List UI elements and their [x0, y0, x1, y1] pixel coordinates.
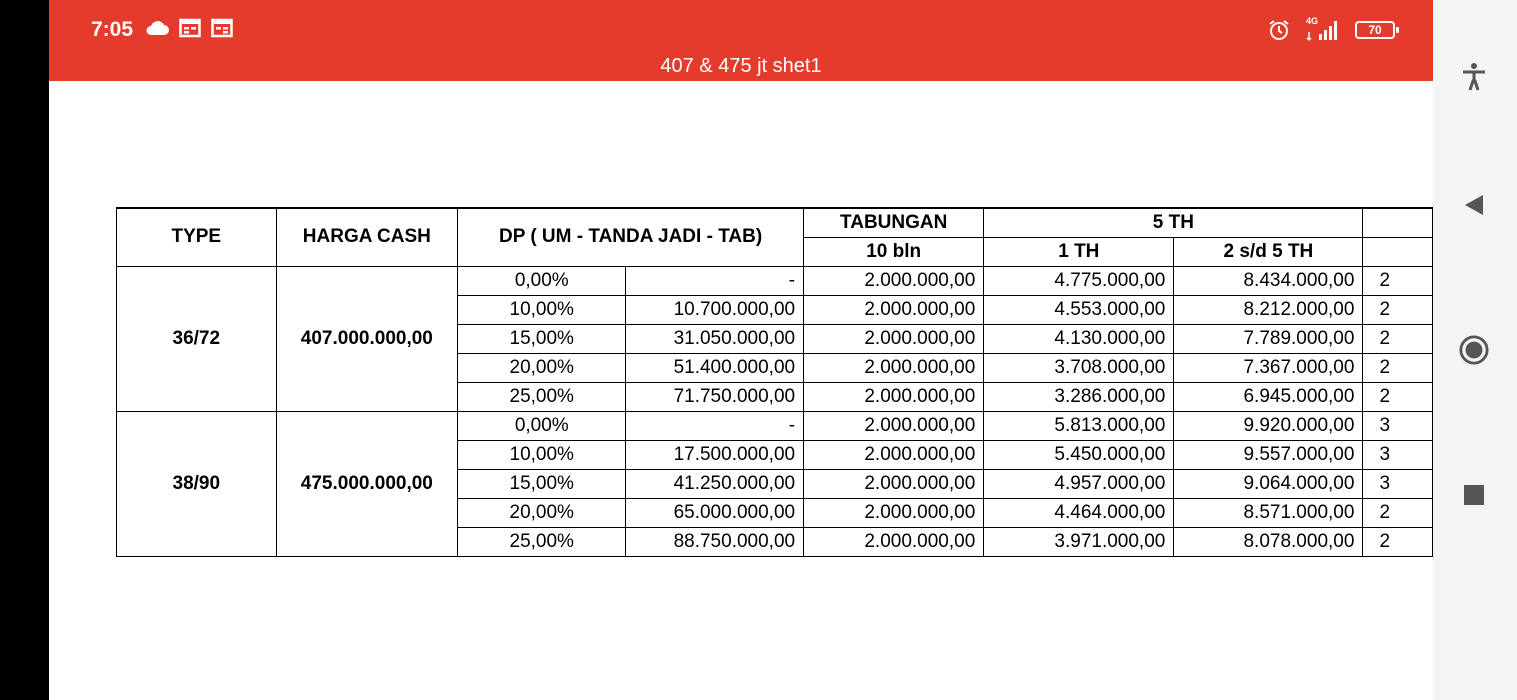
th2-5-cell: 9.557.000,00 [1174, 440, 1363, 469]
dp-amount-cell: 10.700.000,00 [626, 295, 804, 324]
cut-off-cell: 2 [1363, 353, 1433, 382]
th2-5-cell: 7.367.000,00 [1174, 353, 1363, 382]
th1-cell: 5.450.000,00 [984, 440, 1174, 469]
spreadsheet-table [116, 207, 1433, 557]
status-left-icons [145, 18, 233, 38]
tabungan-cell: 2.000.000,00 [804, 382, 984, 411]
th2-5-cell: 8.571.000,00 [1174, 498, 1363, 527]
th1-cell: 4.130.000,00 [984, 324, 1174, 353]
cut-off-cell: 2 [1363, 382, 1433, 411]
back-icon [1463, 193, 1485, 217]
document-viewport[interactable] [49, 81, 1433, 700]
tabungan-cell: 2.000.000,00 [804, 324, 984, 353]
harga-cash-cell: 475.000.000,00 [276, 411, 458, 556]
header-tabungan: TABUNGAN [804, 208, 984, 237]
table-row [117, 411, 1433, 440]
th2-5-cell: 7.789.000,00 [1174, 324, 1363, 353]
th2-5-cell: 9.920.000,00 [1174, 411, 1363, 440]
alarm-icon [1267, 18, 1291, 42]
accessibility-button[interactable] [1459, 62, 1489, 92]
status-time: 7:05 [91, 18, 134, 41]
back-button[interactable] [1459, 190, 1489, 220]
dp-pct-cell: 25,00% [458, 382, 626, 411]
th1-cell: 3.286.000,00 [984, 382, 1174, 411]
dp-amount-cell: 17.500.000,00 [626, 440, 804, 469]
calendar-icon [179, 18, 201, 38]
header-dp: DP ( UM - TANDA JADI - TAB) [458, 208, 804, 266]
th2-5-cell: 9.064.000,00 [1174, 469, 1363, 498]
signal-icon [1305, 18, 1341, 42]
cut-off-cell: 3 [1363, 440, 1433, 469]
dp-pct-cell: 25,00% [458, 527, 626, 556]
dp-amount-cell: - [626, 266, 804, 295]
tabungan-cell: 2.000.000,00 [804, 440, 984, 469]
header-cut-cell [1363, 208, 1433, 237]
dp-pct-cell: 20,00% [458, 498, 626, 527]
document-title: 407 & 475 jt shet1 [660, 55, 822, 77]
th1-cell: 3.708.000,00 [984, 353, 1174, 382]
dp-pct-cell: 0,00% [458, 266, 626, 295]
left-black-bar [0, 0, 49, 700]
network-type-label: 4G [1306, 16, 1319, 26]
navigation-bar [1433, 0, 1517, 700]
tabungan-cell: 2.000.000,00 [804, 266, 984, 295]
header-cut-cell [1363, 237, 1433, 266]
tabungan-cell: 2.000.000,00 [804, 411, 984, 440]
th1-cell: 5.813.000,00 [984, 411, 1174, 440]
type-cell: 36/72 [117, 266, 277, 411]
dp-pct-cell: 15,00% [458, 324, 626, 353]
dp-pct-cell: 10,00% [458, 295, 626, 324]
recents-icon [1463, 484, 1485, 506]
app-header [49, 0, 1433, 81]
tabungan-cell: 2.000.000,00 [804, 527, 984, 556]
tabungan-cell: 2.000.000,00 [804, 469, 984, 498]
dp-pct-cell: 0,00% [458, 411, 626, 440]
type-cell: 38/90 [117, 411, 277, 556]
th2-5-cell: 8.434.000,00 [1174, 266, 1363, 295]
tabungan-cell: 2.000.000,00 [804, 353, 984, 382]
status-right-icons [1267, 18, 1395, 42]
header-2-5th: 2 s/d 5 TH [1174, 237, 1363, 266]
th2-5-cell: 8.078.000,00 [1174, 527, 1363, 556]
dp-amount-cell: - [626, 411, 804, 440]
header-type: TYPE [117, 208, 277, 266]
tabungan-cell: 2.000.000,00 [804, 498, 984, 527]
battery-level: 70 [1368, 23, 1382, 37]
th1-cell: 4.775.000,00 [984, 266, 1174, 295]
th2-5-cell: 8.212.000,00 [1174, 295, 1363, 324]
th1-cell: 4.957.000,00 [984, 469, 1174, 498]
cut-off-cell: 2 [1363, 295, 1433, 324]
cut-off-cell: 3 [1363, 469, 1433, 498]
home-button[interactable] [1459, 335, 1489, 365]
cut-off-cell: 2 [1363, 324, 1433, 353]
header-row [117, 208, 1433, 237]
dp-amount-cell: 65.000.000,00 [626, 498, 804, 527]
harga-cash-cell: 407.000.000,00 [276, 266, 458, 411]
dp-amount-cell: 88.750.000,00 [626, 527, 804, 556]
th1-cell: 3.971.000,00 [984, 527, 1174, 556]
accessibility-icon [1461, 62, 1487, 92]
header-tabungan-sub: 10 bln [804, 237, 984, 266]
table-row [117, 266, 1433, 295]
cut-off-cell: 2 [1363, 266, 1433, 295]
tabungan-cell: 2.000.000,00 [804, 295, 984, 324]
cloud-icon [145, 20, 169, 36]
header-harga-cash: HARGA CASH [276, 208, 458, 266]
cut-off-cell: 2 [1363, 498, 1433, 527]
header-5th: 5 TH [984, 208, 1363, 237]
calendar-icon [211, 18, 233, 38]
dp-amount-cell: 31.050.000,00 [626, 324, 804, 353]
home-icon [1459, 334, 1489, 366]
dp-amount-cell: 41.250.000,00 [626, 469, 804, 498]
header-1th: 1 TH [984, 237, 1174, 266]
battery-icon [1355, 21, 1395, 39]
th1-cell: 4.553.000,00 [984, 295, 1174, 324]
th2-5-cell: 6.945.000,00 [1174, 382, 1363, 411]
dp-amount-cell: 51.400.000,00 [626, 353, 804, 382]
dp-amount-cell: 71.750.000,00 [626, 382, 804, 411]
th1-cell: 4.464.000,00 [984, 498, 1174, 527]
cut-off-cell: 2 [1363, 527, 1433, 556]
recents-button[interactable] [1459, 480, 1489, 510]
dp-pct-cell: 20,00% [458, 353, 626, 382]
dp-pct-cell: 10,00% [458, 440, 626, 469]
dp-pct-cell: 15,00% [458, 469, 626, 498]
cut-off-cell: 3 [1363, 411, 1433, 440]
